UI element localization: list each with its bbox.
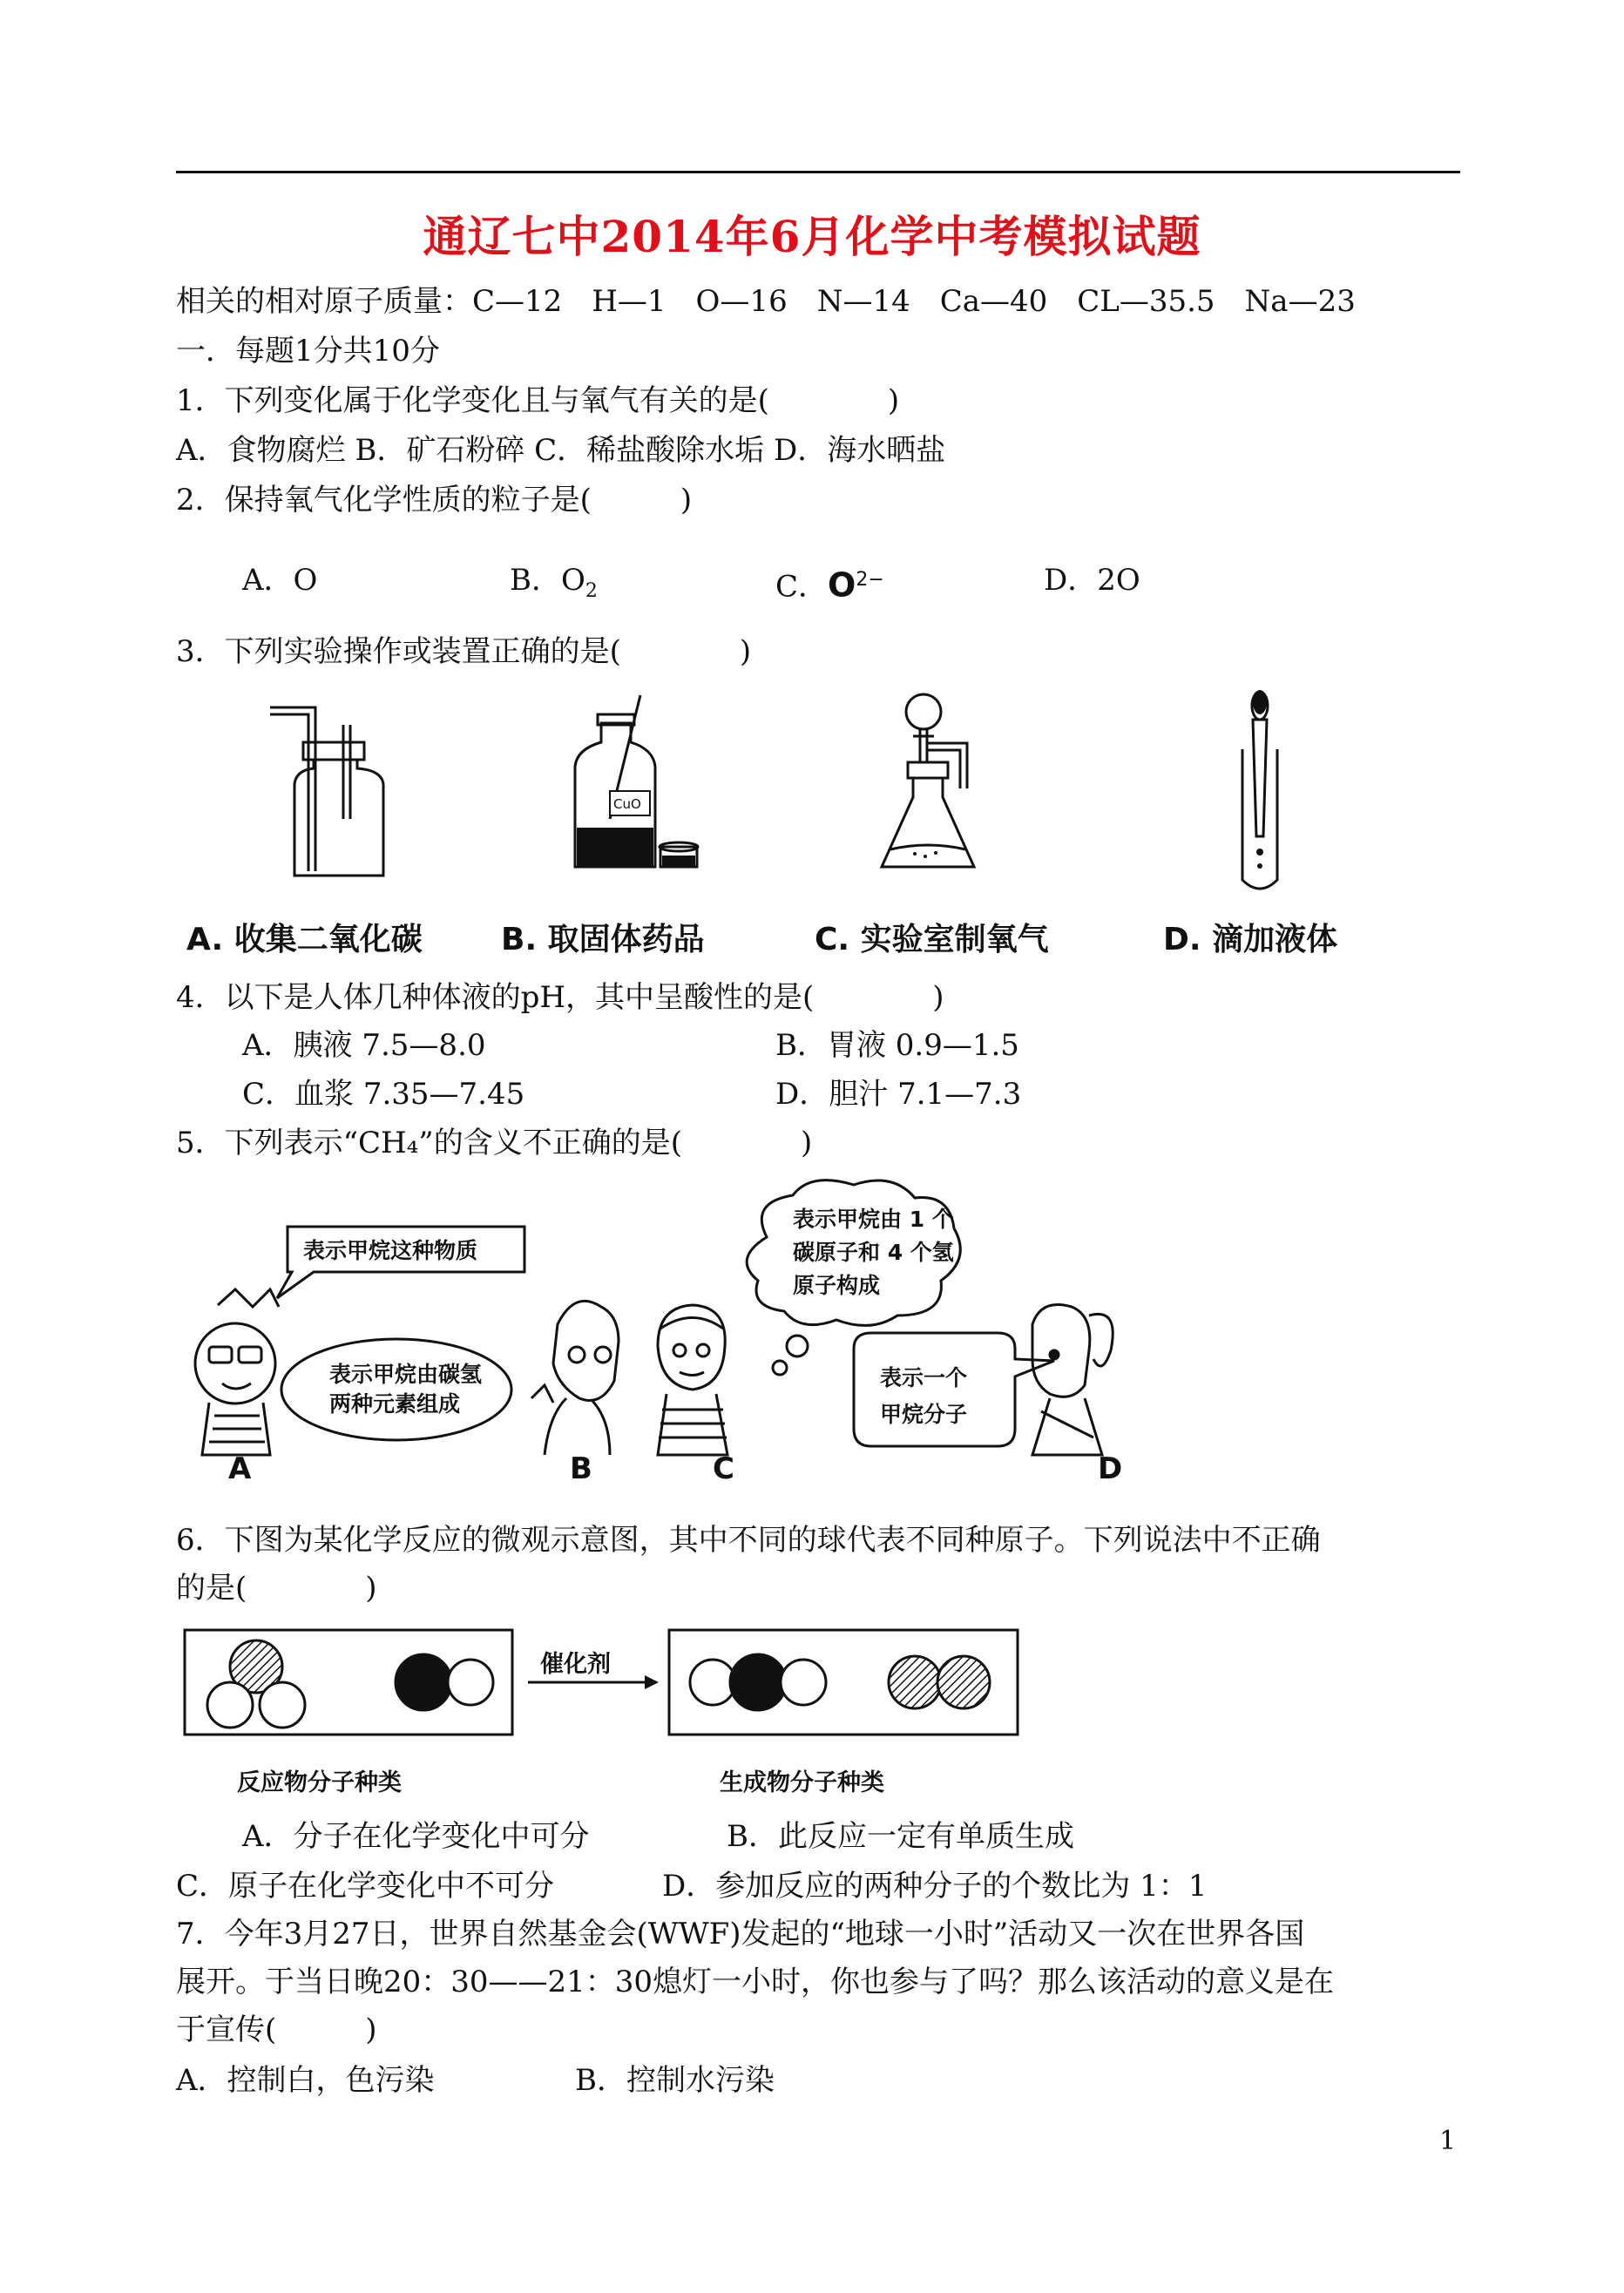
q6-option-d: D．参加反应的两种分子的个数比为 1：1 [662, 1869, 1208, 1904]
q7-line2: 展开。于当日晚20：30——21：30熄灯一小时，你也参与了吗？那么该活动的意义是在 [176, 1965, 1335, 1999]
figure-d-dropper [1228, 688, 1298, 897]
bubble-c-line2: 碳原子和 4 个氢 [793, 1240, 954, 1265]
q2-stem: 2．保持氧气化学性质的粒子是( ) [176, 483, 693, 517]
q5-letter-a: A [228, 1451, 252, 1486]
q5-letter-b: B [570, 1451, 592, 1486]
q6-stem-line2: 的是( ) [176, 1571, 377, 1606]
page-number: 1 [1439, 2126, 1457, 2156]
bubble-d-line2: 甲烷分子 [880, 1402, 968, 1427]
section-heading: 一．每题1分共10分 [176, 334, 440, 369]
q3-caption-a: A. 收集二氧化碳 [186, 922, 423, 957]
figure-a-gas-bottle [261, 697, 401, 889]
bubble-d-line1: 表示一个 [880, 1365, 968, 1390]
character-d [1032, 1305, 1113, 1456]
q4-option-b: B．胃液 0.9—1.5 [775, 1028, 1019, 1063]
reactant-label: 反应物分子种类 [237, 1769, 402, 1796]
q1-stem: 1．下列变化属于化学变化且与氧气有关的是( ) [176, 383, 900, 418]
q3-stem: 3．下列实验操作或装置正确的是( ) [176, 634, 752, 669]
q2-option-d: D．2O [1044, 563, 1140, 598]
cuo-label: CuO [613, 796, 641, 812]
character-b [531, 1301, 619, 1455]
figure-b-reagent-bottle [558, 688, 706, 889]
q6-option-b: B．此反应一定有单质生成 [727, 1819, 1074, 1854]
q3-caption-c: C. 实验室制氧气 [815, 922, 1049, 957]
bubble-b-line1: 表示甲烷由碳氢 [329, 1362, 483, 1387]
catalyst-label: 催化剂 [540, 1651, 611, 1678]
bubble-b-line2: 两种元素组成 [329, 1391, 461, 1417]
q5-letter-d: D [1098, 1451, 1123, 1486]
character-a [195, 1289, 279, 1455]
q7-option-a: A．控制白，色污染 [176, 2063, 435, 2098]
figure-c-oxygen-apparatus [871, 684, 1045, 893]
header-rule [176, 171, 1460, 173]
q6-reaction-diagram [183, 1625, 1054, 1747]
q4-option-d: D．胆汁 7.1—7.3 [775, 1077, 1022, 1112]
q4-stem: 4．以下是人体几种体液的pH，其中呈酸性的是( ) [176, 980, 944, 1015]
bubble-c-line1: 表示甲烷由 1 个 [793, 1207, 954, 1232]
q1-options: A．食物腐烂 B．矿石粉碎 C．稀盐酸除水垢 D．海水晒盐 [176, 433, 946, 468]
q4-option-a: A．胰液 7.5—8.0 [242, 1028, 486, 1063]
bubble-c-line3: 原子构成 [793, 1273, 881, 1298]
q4-option-c: C．血浆 7.35—7.45 [242, 1077, 525, 1112]
q6-stem-line1: 6．下图为某化学反应的微观示意图，其中不同的球代表不同种原子。下列说法中不正确 [176, 1523, 1321, 1558]
q7-line1: 7．今年3月27日，世界自然基金会(WWF)发起的“地球一小时”活动又一次在世界各国 [176, 1917, 1305, 1951]
q2-option-b: B．$O_2$ [510, 563, 598, 602]
q7-line3: 于宣传( ) [176, 2012, 377, 2047]
page-title: 通辽七中2014年6月化学中考模拟试题 [423, 211, 1201, 262]
character-c [658, 1305, 727, 1455]
q5-cartoon [183, 1176, 1141, 1490]
bubble-a-text: 表示甲烷这种物质 [303, 1238, 478, 1263]
q6-option-c: C．原子在化学变化中不可分 [176, 1869, 555, 1904]
q2-option-a: A．O [242, 563, 318, 598]
atomic-masses: 相关的相对原子质量：C—12 H—1 O—16 N—14 Ca—40 CL—35.5 Na—23 [176, 284, 1356, 319]
q3-caption-d: D. 滴加液体 [1163, 922, 1338, 957]
q5-letter-c: C [713, 1451, 734, 1486]
q3-caption-b: B. 取固体药品 [501, 922, 705, 957]
q2-option-c: C．$O^{2-}$ [775, 565, 884, 605]
q5-stem: 5．下列表示“CH₄”的含义不正确的是( ) [176, 1126, 813, 1160]
product-label: 生成物分子种类 [720, 1769, 884, 1796]
q6-option-a: A．分子在化学变化中可分 [242, 1819, 590, 1854]
q7-option-b: B．控制水污染 [575, 2063, 775, 2098]
